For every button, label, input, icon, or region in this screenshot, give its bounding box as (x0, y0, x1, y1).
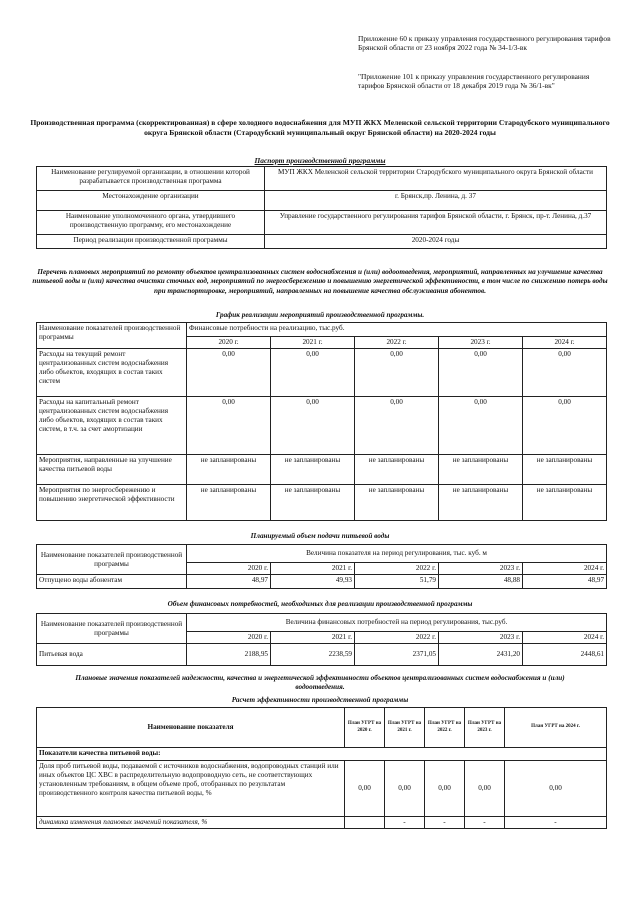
plan-header: План УГРТ на 2022 г. (425, 708, 465, 748)
passport-row (37, 211, 607, 235)
cell-value: 0,00 (439, 397, 523, 455)
passport-row (37, 191, 607, 211)
plan-header: План УГРТ на 2024 г. (505, 708, 607, 748)
year-header: 2023 г. (439, 632, 523, 644)
section-header: Показатели качества питьевой воды: (37, 748, 607, 761)
cell-value: 2448,61 (523, 644, 607, 666)
cell-value: 0,00 (355, 397, 439, 455)
document-title: Производственная программа (скорректированная) в сфере холодного водоснабжения для МУП ЖКХ Меленской сельской территории Стародубского муниципального округа Брянской области (Стародубский муниципальный округ Брянской области) на 2020-2024 годы (30, 118, 610, 138)
finance-col-label: Наименование показателей производственной программы (37, 614, 187, 644)
row-label: Мероприятия по энергосбережению и повышению энергетической эффективности (37, 485, 187, 521)
year-header: 2020 г. (187, 632, 271, 644)
cell-value: 48,88 (439, 575, 523, 589)
row-label: Мероприятия, направленные на улучшение качества питьевой воды (37, 455, 187, 485)
cell-value (345, 817, 385, 829)
cell-value: 2238,59 (271, 644, 355, 666)
cell-value: 0,00 (385, 761, 425, 817)
row-label: Доля проб питьевой воды, подаваемой с источников водоснабжения, водопроводных станций или иных объектов ЦС ХВС в распределительную водопроводную сеть, не соответствующих установленным требованиям, в общем объеме проб, отобранных по результатам производственного контроля качества питьевой воды, % (37, 761, 345, 817)
year-header: 2021 г. (271, 563, 355, 575)
finance-caption: Объем финансовых потребностей, необходимых для реализации производственной программы (167, 600, 473, 608)
cell-value: не запланированы (439, 455, 523, 485)
passport-value: 2020-2024 годы (265, 235, 607, 249)
cell-value: 49,93 (271, 575, 355, 589)
row-label: Расходы на текущий ремонт централизованных систем водоснабжения либо объектов, входящих в состав таких систем (37, 349, 187, 397)
volume-col-label: Наименование показателей производственной программы (37, 545, 187, 575)
cell-value: 0,00 (271, 349, 355, 397)
plan-header: План УГРТ на 2023 г. (465, 708, 505, 748)
cell-value: 0,00 (523, 349, 607, 397)
measures-paragraph: Перечень плановых мероприятий по ремонту объектов централизованных систем водоснабжения и (или) водоотведения, мероприятий, направленных на улучшение качества питьевой воды и (или) качества очистки сточных вод, мероприятий по энергосбережению и повышению энергетической эффективности, в том числе по снижению потерь воды при транспортировке, мероприятий, направленных на повышение качества обслуживания абонентов. (32, 268, 608, 295)
cell-value: 0,00 (271, 397, 355, 455)
cell-value: 0,00 (187, 349, 271, 397)
measures-group-label: Финансовые потребности на реализацию, тыс.руб. (187, 323, 607, 337)
table-row (37, 397, 607, 455)
reliability-table (36, 707, 607, 829)
reliability-paragraph: Плановые значения показателей надежности, качества и энергетической эффективности объектов централизованных систем водоснабжения и (или) водоотведения. (75, 674, 565, 692)
passport-label: Местонахождение организации (37, 191, 265, 211)
cell-value: 0,00 (187, 397, 271, 455)
plan-header: План УГРТ на 2021 г. (385, 708, 425, 748)
volume-table (36, 544, 607, 589)
row-label: Расходы на капитальный ремонт централизованных систем водоснабжения либо объектов, входящих в состав таких систем, в т.ч. за счет амортизации (37, 397, 187, 455)
year-header: 2024 г. (523, 632, 607, 644)
cell-value: - (505, 817, 607, 829)
year-header: 2020 г. (187, 337, 271, 349)
table-row (37, 349, 607, 397)
cell-value: не запланированы (523, 485, 607, 521)
volume-group-label: Величина показателя на период регулирования, тыс. куб. м (187, 545, 607, 563)
table-row (37, 575, 607, 589)
cell-value: 0,00 (523, 397, 607, 455)
year-header: 2022 г. (355, 337, 439, 349)
cell-value: не запланированы (187, 485, 271, 521)
passport-row (37, 167, 607, 191)
cell-value: не запланированы (271, 485, 355, 521)
row-label: Отпущено воды абонентам (37, 575, 187, 589)
table-row (37, 485, 607, 521)
appendix-note-1: Приложение 60 к приказу управления государственного регулирования тарифов Брянской области от 23 ноября 2022 года № 34-1/3-вк (358, 34, 611, 53)
cell-value: 0,00 (345, 761, 385, 817)
cell-value: 0,00 (465, 761, 505, 817)
passport-caption: Паспорт производственной программы (254, 156, 386, 165)
plan-header: План УГРТ на 2020 г. (345, 708, 385, 748)
reliability-caption: Расчет эффективности производственной программы (231, 696, 409, 704)
passport-value: Управление государственного регулирования тарифов Брянской области, г. Брянск, пр-т. Ленина, д.37 (265, 211, 607, 235)
table-row (37, 644, 607, 666)
measures-caption: График реализации мероприятий производственной программы. (215, 311, 425, 319)
cell-value: 51,79 (355, 575, 439, 589)
year-header: 2021 г. (271, 337, 355, 349)
passport-value: МУП ЖКХ Меленской сельской территории Стародубского муниципального округа Брянской области (265, 167, 607, 191)
measures-col-label: Наименование показателей производственной программы (37, 323, 187, 349)
cell-value: - (385, 817, 425, 829)
table-row (37, 761, 607, 817)
cell-value: не запланированы (523, 455, 607, 485)
year-header: 2023 г. (439, 337, 523, 349)
cell-value: 2431,20 (439, 644, 523, 666)
passport-label: Наименование уполномоченного органа, утвердившего производственную программу, его местонахождение (37, 211, 265, 235)
reliability-col-label: Наименование показателя (37, 708, 345, 748)
cell-value: не запланированы (439, 485, 523, 521)
year-header: 2024 г. (523, 337, 607, 349)
volume-caption: Планируемый объем подачи питьевой воды (250, 532, 390, 540)
cell-value: - (425, 817, 465, 829)
year-header: 2020 г. (187, 563, 271, 575)
cell-value: не запланированы (187, 455, 271, 485)
passport-value: г. Брянск,пр. Ленина, д. 37 (265, 191, 607, 211)
cell-value: - (465, 817, 505, 829)
passport-label: Период реализации производственной программы (37, 235, 265, 249)
year-header: 2022 г. (355, 632, 439, 644)
cell-value: 2188,95 (187, 644, 271, 666)
cell-value: не запланированы (355, 455, 439, 485)
year-header: 2023 г. (439, 563, 523, 575)
cell-value: 0,00 (505, 761, 607, 817)
finance-group-label: Величина финансовых потребностей на период регулирования, тыс.руб. (187, 614, 607, 632)
table-row (37, 817, 607, 829)
passport-label: Наименование регулируемой организации, в отношении которой разрабатывается производственная программа (37, 167, 265, 191)
row-label: Питьевая вода (37, 644, 187, 666)
cell-value: 48,97 (187, 575, 271, 589)
cell-value: 0,00 (425, 761, 465, 817)
passport-table (36, 166, 607, 249)
cell-value: не запланированы (271, 455, 355, 485)
year-header: 2022 г. (355, 563, 439, 575)
appendix-note-2: "Приложение 101 к приказу управления государственного регулирования тарифов Брянской области от 18 декабря 2019 года № 36/1-вк" (358, 72, 590, 91)
cell-value: 0,00 (355, 349, 439, 397)
year-header: 2024 г. (523, 563, 607, 575)
cell-value: 48,97 (523, 575, 607, 589)
finance-table (36, 613, 607, 666)
row-label: динамика изменения плановых значений показателя, % (37, 817, 345, 829)
year-header: 2021 г. (271, 632, 355, 644)
table-row (37, 455, 607, 485)
cell-value: 2371,05 (355, 644, 439, 666)
passport-row (37, 235, 607, 249)
cell-value: 0,00 (439, 349, 523, 397)
measures-table (36, 322, 607, 521)
cell-value: не запланированы (355, 485, 439, 521)
